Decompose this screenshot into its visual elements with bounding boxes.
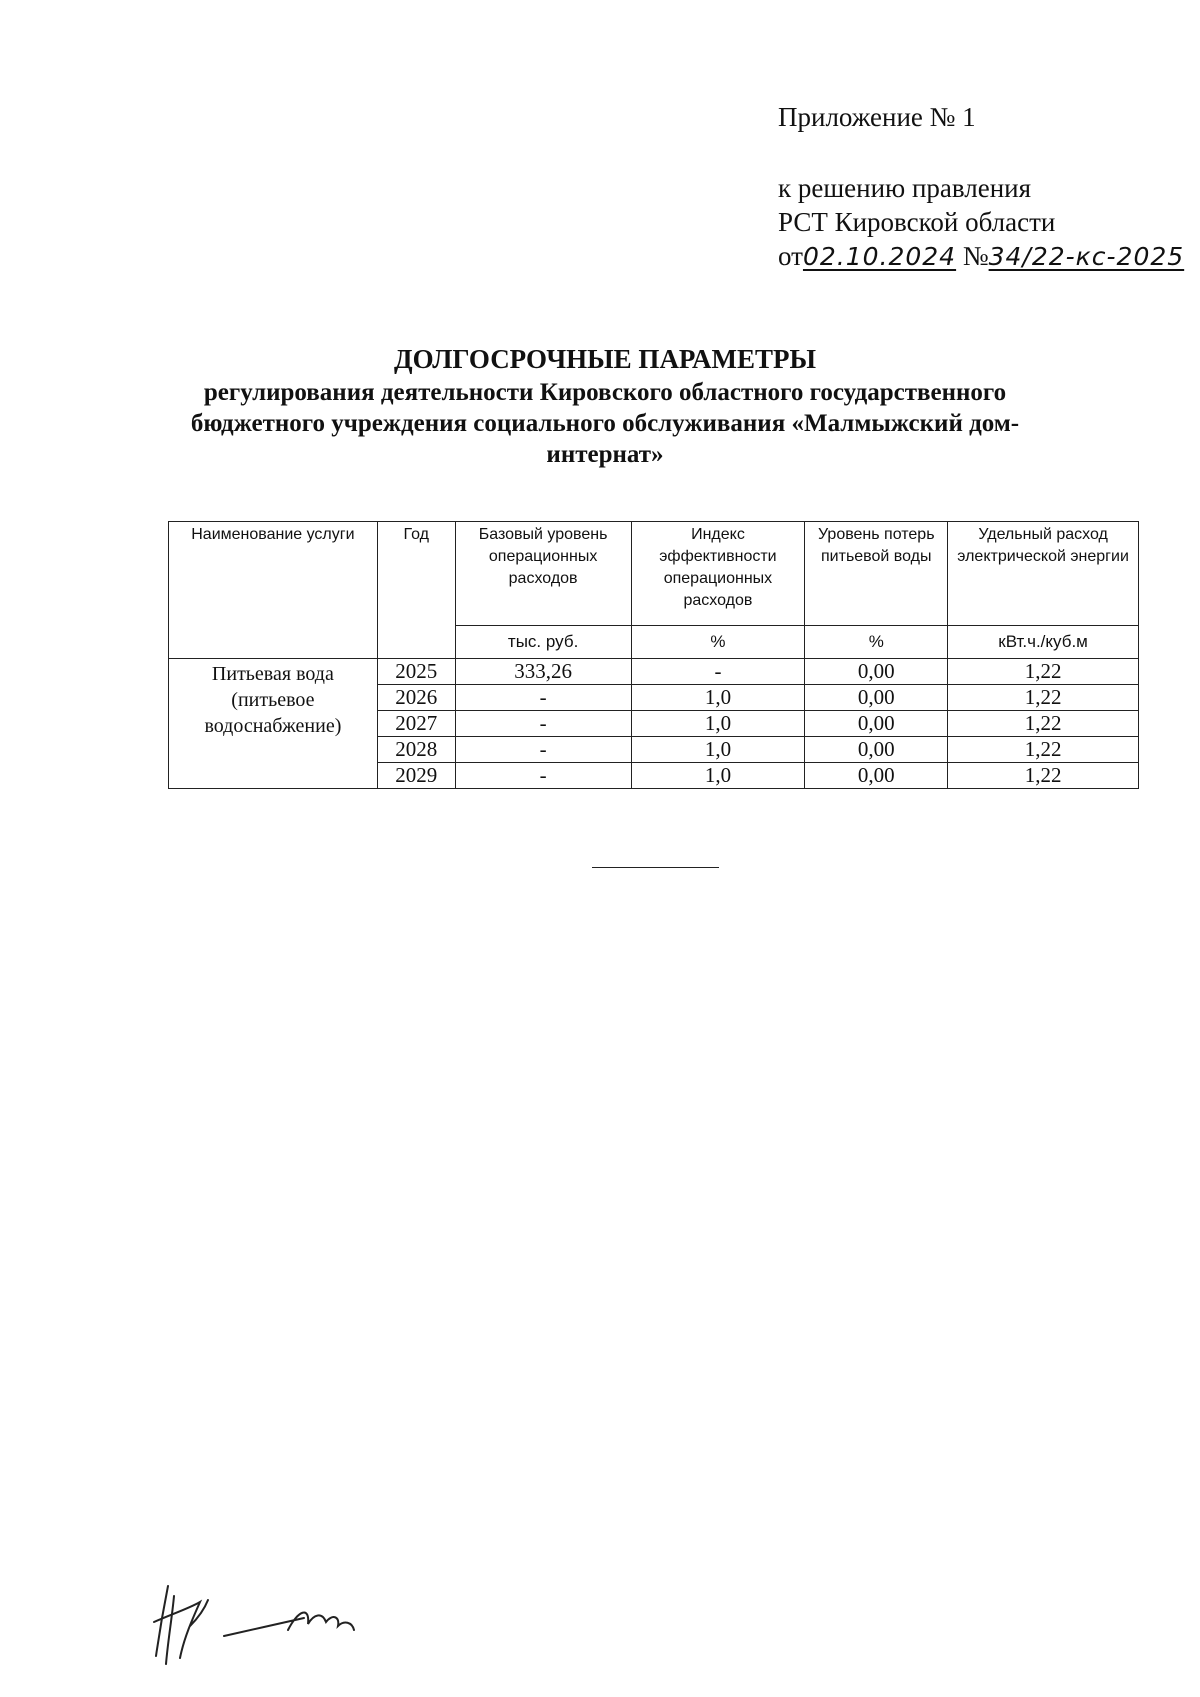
cell-index: 1,0 [631, 711, 805, 737]
cell-index: 1,0 [631, 685, 805, 711]
unit-energy: кВт.ч./куб.м [948, 626, 1139, 659]
appendix-date-line [778, 239, 1184, 274]
date-prefix: от [778, 241, 803, 271]
cell-loss: 0,00 [805, 711, 948, 737]
cell-base: - [455, 711, 631, 737]
document-title: ДОЛГОСРОЧНЫЕ ПАРАМЕТРЫ [394, 344, 816, 374]
cell-loss: 0,00 [805, 763, 948, 789]
handwritten-number: 34/22-кс-2025 [988, 242, 1185, 271]
table-row [169, 659, 1139, 685]
unit-efficiency-index: % [631, 626, 805, 659]
cell-energy: 1,22 [948, 737, 1139, 763]
unit-water-loss: % [805, 626, 948, 659]
handwritten-signature [138, 1578, 378, 1668]
header-energy: Удельный расход электрической энергии [948, 522, 1139, 626]
header-service: Наименование услуги [169, 522, 378, 659]
header-base-level: Базовый уровень операционных расходов [455, 522, 631, 626]
cell-year: 2029 [377, 763, 455, 789]
header-efficiency-index: Индекс эффективности операционных расходов [631, 522, 805, 626]
cell-base: - [455, 737, 631, 763]
cell-base: 333,26 [455, 659, 631, 685]
header-water-loss: Уровень потерь питьевой воды [805, 522, 948, 626]
cell-index: 1,0 [631, 737, 805, 763]
cell-year: 2028 [377, 737, 455, 763]
cell-energy: 1,22 [948, 685, 1139, 711]
header-year: Год [377, 522, 455, 659]
cell-loss: 0,00 [805, 659, 948, 685]
cell-index: - [631, 659, 805, 685]
cell-energy: 1,22 [948, 763, 1139, 789]
cell-year: 2026 [377, 685, 455, 711]
appendix-title: Приложение № 1 [778, 102, 976, 132]
number-prefix: № [962, 241, 989, 271]
document-subtitle: регулирования деятельности Кировского областного государственного бюджетного учреждения социального обслуживания «Малмыжский дом-интернат» [190, 379, 1020, 468]
handwritten-date: 02.10.2024 [802, 242, 957, 271]
cell-loss: 0,00 [805, 737, 948, 763]
cell-base: - [455, 763, 631, 789]
cell-year: 2025 [377, 659, 455, 685]
appendix-line-2: РСТ Кировской области [778, 207, 1056, 237]
cell-energy: 1,22 [948, 711, 1139, 737]
parameters-table [168, 521, 1139, 789]
service-name: Питьевая вода (питьевое водоснабжение) [169, 659, 378, 789]
appendix-block [778, 100, 1184, 274]
document-heading [150, 343, 1060, 470]
cell-energy: 1,22 [948, 659, 1139, 685]
cell-index: 1,0 [631, 763, 805, 789]
unit-base-level: тыс. руб. [455, 626, 631, 659]
cell-base: - [455, 685, 631, 711]
appendix-line-1: к решению правления [778, 173, 1032, 203]
end-divider [592, 867, 719, 868]
cell-loss: 0,00 [805, 685, 948, 711]
cell-year: 2027 [377, 711, 455, 737]
